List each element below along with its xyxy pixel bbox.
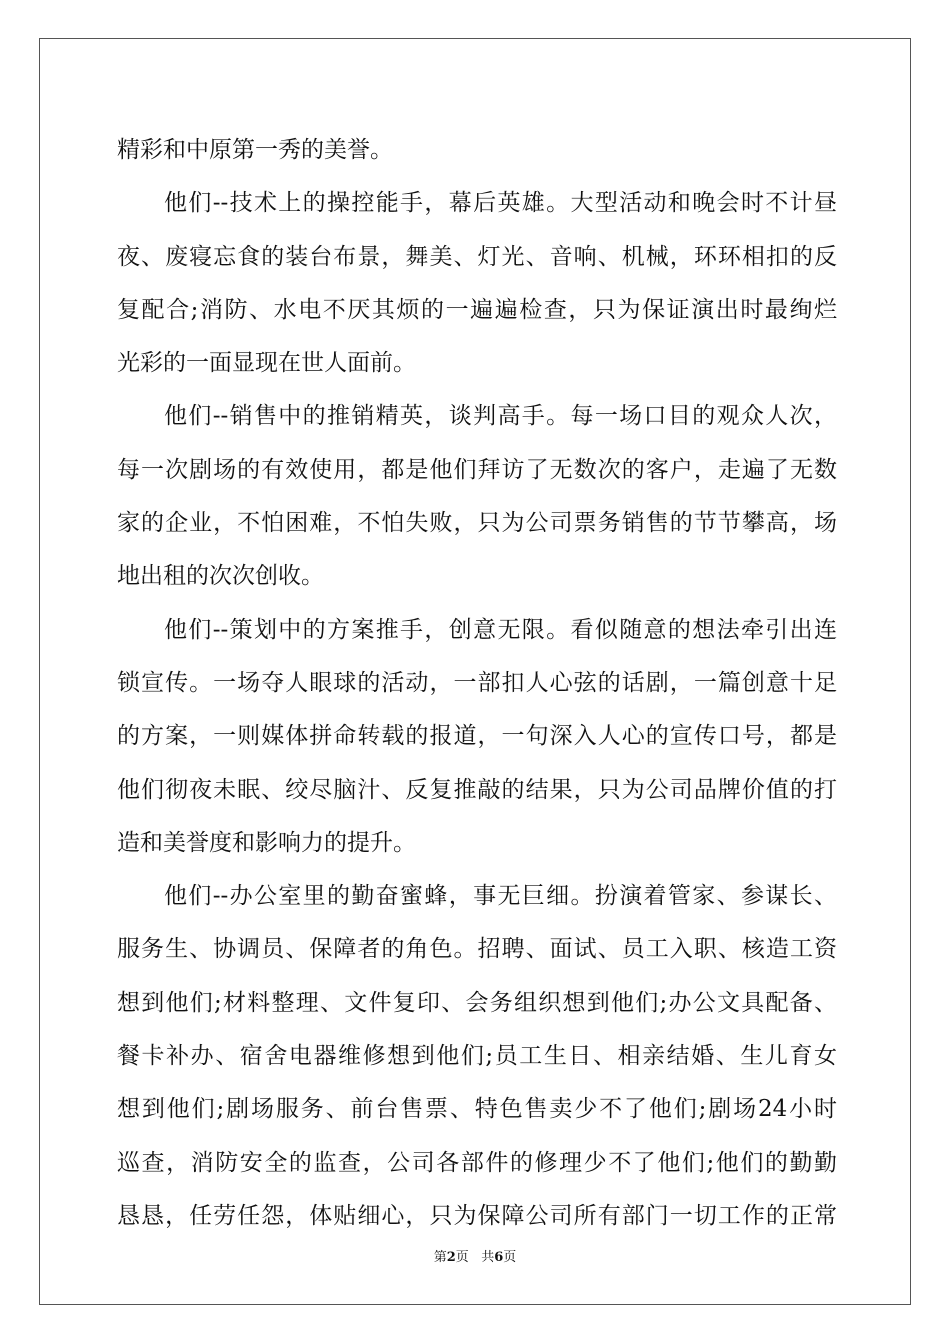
page-footer (0, 1246, 950, 1265)
paragraph-first-line: 他们--技术上的操控能手，幕后英雄。大型活动和晚会时不计昼 (164, 190, 837, 217)
text-line: 恳恳，任劳任怨，体贴细心，只为保障公司所有部门一切工作的正常 (117, 1202, 837, 1229)
page-number-current: 2 (446, 1250, 456, 1265)
text-line: 地出租的次次创收。 (117, 563, 324, 590)
document-body (117, 124, 837, 1243)
text-line: 光彩的一面显现在世人面前。 (117, 350, 416, 377)
page-total-suffix: 页 (503, 1250, 517, 1265)
text-line: 想到他们;材料整理、文件复印、会务组织想到他们;办公文具配备、 (117, 989, 837, 1016)
text-line: 服务生、协调员、保障者的角色。招聘、面试、员工入职、核造工资 (117, 936, 837, 963)
text-line: 想到他们;剧场服务、前台售票、特色售卖少不了他们;剧场24小时 (117, 1096, 837, 1123)
paragraph-first-line: 他们--销售中的推销精英，谈判高手。每一场口目的观众人次， (164, 403, 837, 430)
page-number-total: 6 (494, 1250, 504, 1265)
text-line: 巡查，消防安全的监查，公司各部件的修理少不了他们;他们的勤勤 (117, 1149, 837, 1176)
text-line: 的方案，一则媒体拼命转载的报道，一句深入人心的宣传口号，都是 (117, 723, 837, 750)
paragraph-first-line: 他们--办公室里的勤奋蜜蜂，事无巨细。扮演着管家、参谋长、 (164, 883, 837, 910)
text-line: 精彩和中原第一秀的美誉。 (117, 137, 393, 163)
page-number-suffix: 页 (455, 1250, 469, 1265)
paragraph-first-line: 他们--策划中的方案推手，创意无限。看似随意的想法牵引出连 (164, 616, 837, 643)
text-line: 每一次剧场的有效使用，都是他们拜访了无数次的客户，走遍了无数 (117, 456, 837, 483)
text-line: 造和美誉度和影响力的提升。 (117, 829, 416, 856)
text-line: 复配合;消防、水电不厌其烦的一遍遍检查，只为保证演出时最绚烂 (117, 296, 837, 323)
text-line: 锁宣传。一场夺人眼球的活动，一部扣人心弦的话剧，一篇创意十足 (117, 669, 837, 696)
text-line: 他们彻夜未眠、绞尽脑汁、反复推敲的结果，只为公司品牌价值的打 (117, 776, 837, 803)
text-line: 夜、废寝忘食的装台布景，舞美、灯光、音响、机械，环环相扣的反 (117, 243, 837, 270)
text-line: 家的企业，不怕困难，不怕失败，只为公司票务销售的节节攀高，场 (117, 510, 837, 537)
page-total-prefix: 共 (481, 1250, 495, 1265)
page-number-prefix: 第 (433, 1250, 447, 1265)
text-line: 餐卡补办、宿舍电器维修想到他们;员工生日、相亲结婚、生儿育女 (117, 1043, 837, 1070)
